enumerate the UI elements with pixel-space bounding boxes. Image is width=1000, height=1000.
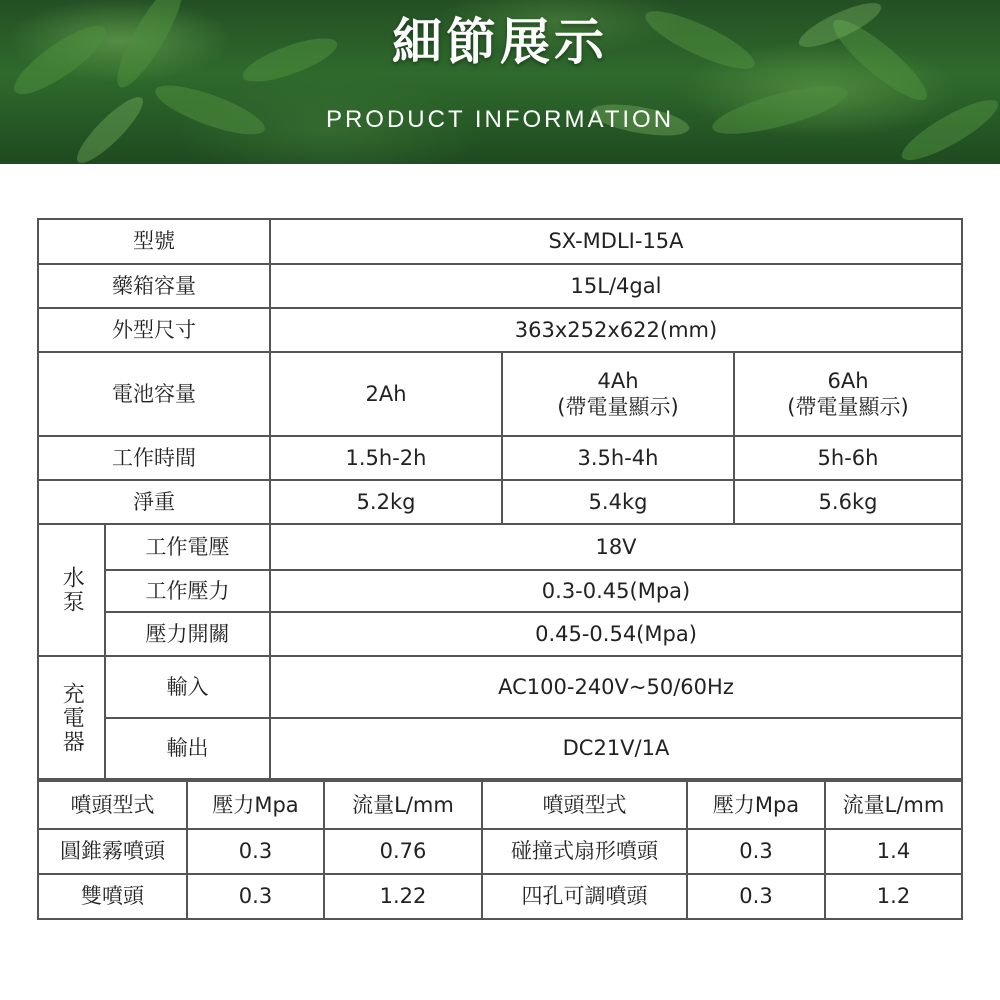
tank-value: 15L/4gal xyxy=(570,273,662,298)
charger-group-label: 充電器 xyxy=(59,681,85,754)
table-cell: 0.76 xyxy=(379,839,427,864)
battery-2ah xyxy=(270,352,502,436)
table-cell: 碰撞式扇形噴頭 xyxy=(511,839,658,864)
worktime-2ah: 1.5h-2h xyxy=(345,445,427,470)
pump-pressure-value: 0.3-0.45(Mpa) xyxy=(541,578,691,603)
worktime-4ah: 3.5h-4h xyxy=(577,445,659,470)
pump-switch-value: 0.45-0.54(Mpa) xyxy=(535,621,697,646)
table-cell: 圓錐霧噴頭 xyxy=(60,839,165,864)
nozzle-header-flow: 流量L/mm xyxy=(842,792,945,817)
pump-voltage-label: 工作電壓 xyxy=(145,534,230,559)
banner-title: 細節展示 xyxy=(392,13,608,71)
weight-label: 淨重 xyxy=(133,489,175,514)
weight-6ah: 5.6kg xyxy=(818,489,878,514)
pump-group-label: 水泵 xyxy=(59,566,85,614)
battery-capacity: 6Ah xyxy=(827,368,869,393)
battery-capacity: 2Ah xyxy=(365,381,407,406)
pump-switch-label: 壓力開關 xyxy=(145,621,230,646)
battery-label: 電池容量 xyxy=(112,381,196,406)
battery-6ah xyxy=(734,352,962,436)
table-cell: 1.2 xyxy=(876,884,911,909)
nozzle-header-type: 噴頭型式 xyxy=(542,792,627,817)
charger-input-label: 輸入 xyxy=(166,674,209,699)
charger-output-value: DC21V/1A xyxy=(562,736,670,761)
charger-input-value: AC100-240V~50/60Hz xyxy=(498,674,734,699)
pump-voltage-value: 18V xyxy=(595,534,637,559)
nozzle-header-pressure: 壓力Mpa xyxy=(712,792,800,817)
table-cell: 1.4 xyxy=(876,839,911,864)
nozzle-header-flow: 流量L/mm xyxy=(352,792,454,817)
banner-subtitle: PRODUCT INFORMATION xyxy=(325,106,675,133)
nozzle-header-type: 噴頭型式 xyxy=(70,792,155,817)
size-value: 363x252x622(mm) xyxy=(514,317,718,342)
weight-4ah: 5.4kg xyxy=(588,489,648,514)
worktime-6ah: 5h-6h xyxy=(817,445,879,470)
table-cell: 雙噴頭 xyxy=(81,884,144,909)
nozzle-header-pressure: 壓力Mpa xyxy=(212,792,299,817)
tank-label: 藥箱容量 xyxy=(112,273,196,298)
table-cell: 0.3 xyxy=(739,839,773,864)
pump-pressure-label: 工作壓力 xyxy=(145,578,230,603)
worktime-label: 工作時間 xyxy=(112,445,196,470)
model-value: SX-MDLI-15A xyxy=(548,229,684,254)
battery-4ah xyxy=(502,352,734,436)
charger-output-label: 輸出 xyxy=(166,736,209,761)
table-cell: 0.3 xyxy=(238,884,273,909)
battery-note: (帶電量顯示) xyxy=(557,395,679,419)
table-cell: 0.3 xyxy=(238,839,273,864)
table-cell: 四孔可調噴頭 xyxy=(521,884,648,909)
model-label: 型號 xyxy=(133,229,175,254)
battery-note: (帶電量顯示) xyxy=(787,395,909,419)
table-cell: 0.3 xyxy=(739,884,773,909)
size-label: 外型尺寸 xyxy=(112,317,196,342)
weight-2ah: 5.2kg xyxy=(356,489,416,514)
table-cell: 1.22 xyxy=(379,884,427,909)
battery-capacity: 4Ah xyxy=(597,368,639,393)
